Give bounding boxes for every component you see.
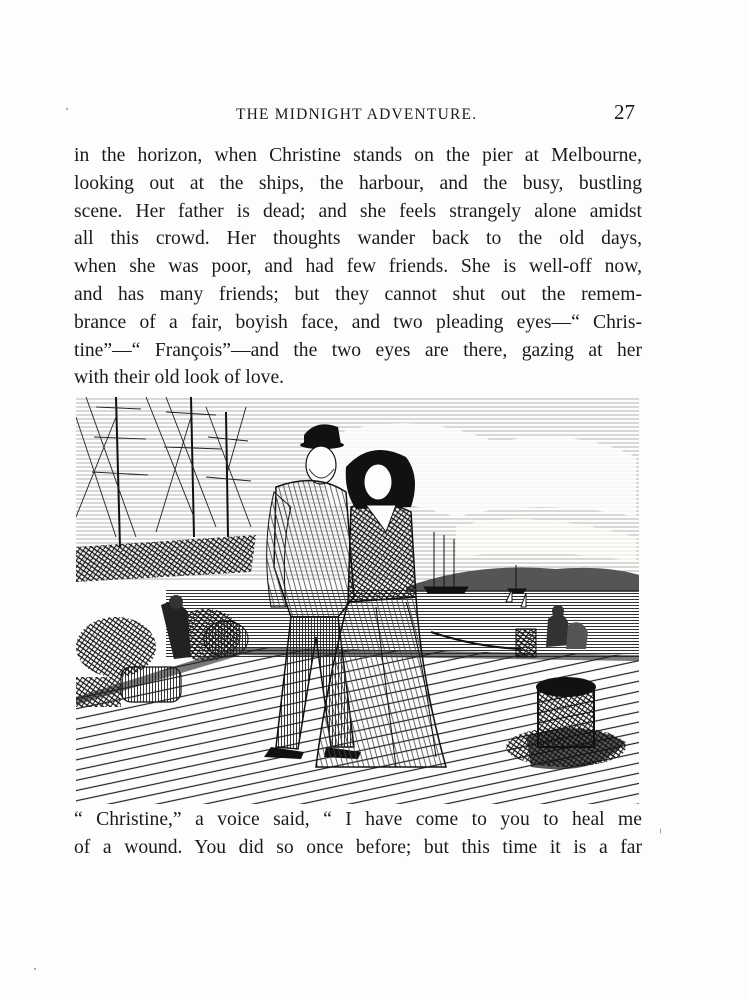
text-line: “ Christine,” a voice said, “ I have come to you to heal me <box>74 809 642 830</box>
text-line: brance of a fair, boyish face, and two pleading eyes—“ Chris- <box>74 311 642 333</box>
text-line: of a wound. You did so once before; but this time it is a far <box>74 836 642 858</box>
running-title: THE MIDNIGHT ADVENTURE. <box>236 106 478 123</box>
paper-speck <box>66 108 68 110</box>
pier-scene-engraving <box>76 397 639 804</box>
text-line: in the horizon, when Christine stands on the pier at Melbourne, <box>74 145 642 166</box>
text-line: when she was poor, and had few friends. She is well-off now, <box>74 256 642 278</box>
text-line: scene. Her father is dead; and she feels strangely alone amidst <box>74 200 642 222</box>
engraving-illustration <box>76 397 639 804</box>
text-line: with their old look of love. <box>74 367 285 389</box>
paragraph-top <box>74 142 642 392</box>
page-number: 27 <box>614 100 635 124</box>
text-line: tine”—“ François”—and the two eyes are there, gazing at her <box>74 339 642 361</box>
coat <box>274 481 354 617</box>
text-line: looking out at the ships, the harbour, and the busy, bustling <box>74 172 642 194</box>
text-line: all this crowd. Her thoughts wander back to the old days, <box>74 228 642 250</box>
paragraph-bottom <box>74 806 642 862</box>
running-head <box>0 100 749 128</box>
paper-speck <box>660 828 661 834</box>
paper-speck <box>34 968 36 970</box>
text-line: and has many friends; but they cannot shut out the remem- <box>74 283 642 305</box>
